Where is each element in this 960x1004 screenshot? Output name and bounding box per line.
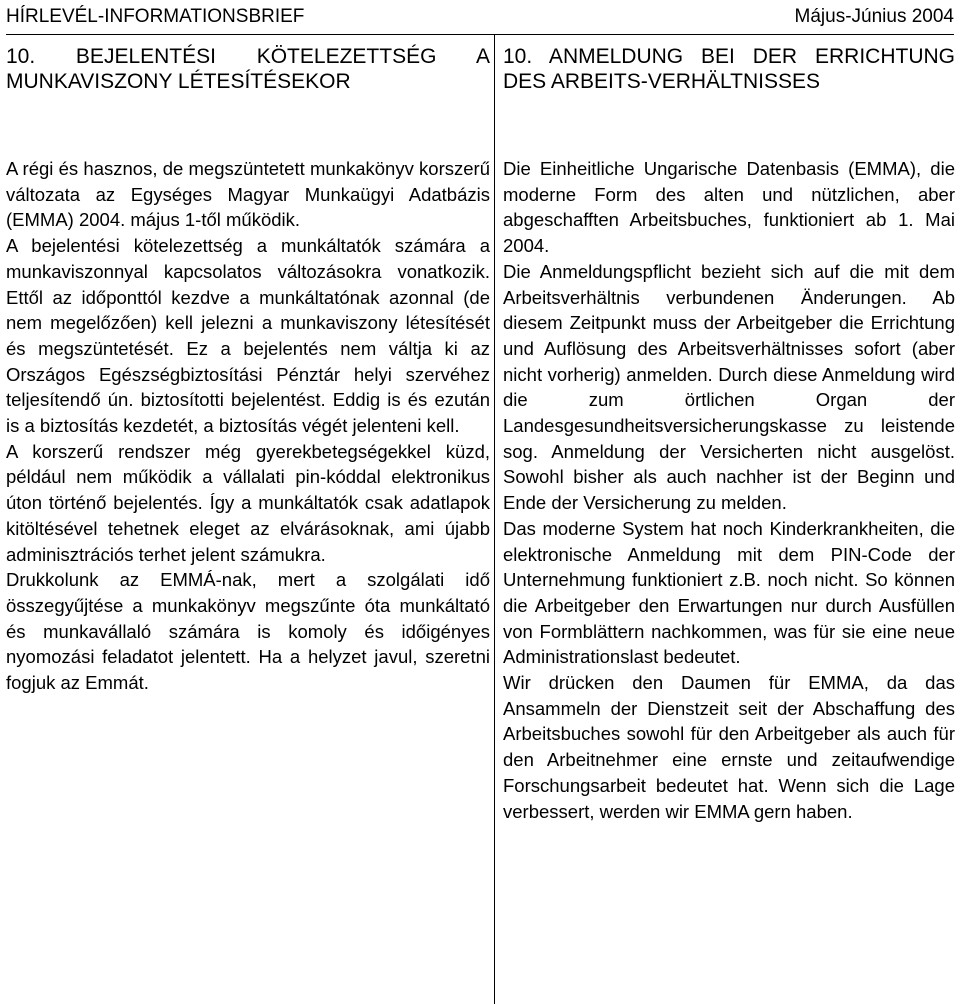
issue-date: Május-Június 2004 [794, 6, 954, 27]
newsletter-title: HÍRLEVÉL-INFORMATIONSBRIEF [6, 6, 305, 27]
hungarian-column [6, 44, 490, 694]
german-paragraph: Die Einheitliche Ungarische Datenbasis (EMMA), die moderne Form des alten und nützlichen, aber abgeschafften Arbeitsbuches, funktioniert ab 1. Mai 2004. [503, 158, 955, 257]
german-paragraph: Die Anmeldungspflicht bezieht sich auf die mit dem Arbeitsverhältnis verbundenen Änderungen. Ab diesem Zeitpunkt muss der Arbeitgeber die Errichtung und Auflösung des Arbeitsverhältnisses sofort (aber nicht vorherig) anmelden. Durch diese Anmeldung wird die zum örtlichen Organ der Landesgesundheitsversicherungskasse zu leistende sog. Anmeldung der Versicherten nicht ausgelöst. Sowohl bisher als auch nachher ist der Beginn und Ende der Versicherung zu melden. [503, 260, 955, 514]
german-paragraph: Das moderne System hat noch Kinderkrankheiten, die elektronische Anmeldung mit dem PIN-Code der Unternehmung funktioniert z.B. noch nicht. So können die Arbeitgeber den Erwartungen nur durch Ausfüllen von Formblättern nachkommen, was für sie eine neue Administrationslast bedeutet. [503, 517, 955, 668]
german-section-title: 10. ANMELDUNG BEI DER ERRICHTUNG DES ARBEITS-VERHÄLTNISSES [503, 45, 955, 93]
column-divider [494, 34, 495, 1004]
hungarian-paragraph: A régi és hasznos, de megszüntetett munkakönyv korszerű változata az Egységes Magyar Munkaügyi Adatbázis (EMMA) 2004. május 1-től működik. [6, 158, 490, 231]
hungarian-body [6, 156, 490, 696]
page-header [6, 4, 954, 35]
hungarian-paragraph: A korszerű rendszer még gyerekbetegségekkel küzd, például nem működik a vállalati pin-kóddal elektronikus úton történő bejelentés. Így a munkáltatók csak adatlapok kitöltésével tehetnek eleget az elvárásoknak, ami újabb adminisztrációs terhet jelent számukra. [6, 440, 490, 565]
german-paragraph: Wir drücken den Daumen für EMMA, da das Ansammeln der Dienstzeit seit der Abschaffung des Arbeitsbuches sowohl für den Arbeitgeber als auch für den Arbeitnehmer eine ernste und zeitaufwendige Forschungsarbeit bedeutet hat. Wenn sich die Lage verbessert, werden wir EMMA gern haben. [503, 672, 955, 822]
german-body [503, 156, 955, 824]
hungarian-paragraph: A bejelentési kötelezettség a munkáltatók számára a munkaviszonnyal kapcsolatos változásokra vonatkozik. Ettől az időponttól kezdve a munkáltatónak azonnal (de nem megelőzően) kell jelezni a munkaviszony létesítését és megszüntetését. Ez a bejelentés nem váltja ki az Országos Egészségbiztosítási Pénztár helyi szervéhez teljesítendő ún. biztosítotti bejelentést. Eddig is és ezután is a biztosítás kezdetét, a biztosítás végét jelenteni kell. [6, 235, 490, 437]
german-column [503, 44, 955, 822]
hungarian-paragraph: Drukkolunk az EMMÁ-nak, mert a szolgálati idő összegyűjtése a munkakönyv megszűnte óta munkáltató és munkavállaló számára is komoly és időigényes nyomozási feladatot jelentett. Ha a helyzet javul, szeretni fogjuk az Emmát. [6, 569, 490, 694]
hungarian-section-title: 10. BEJELENTÉSI KÖTELEZETTSÉG A MUNKAVISZONY LÉTESÍTÉSEKOR [6, 45, 490, 93]
